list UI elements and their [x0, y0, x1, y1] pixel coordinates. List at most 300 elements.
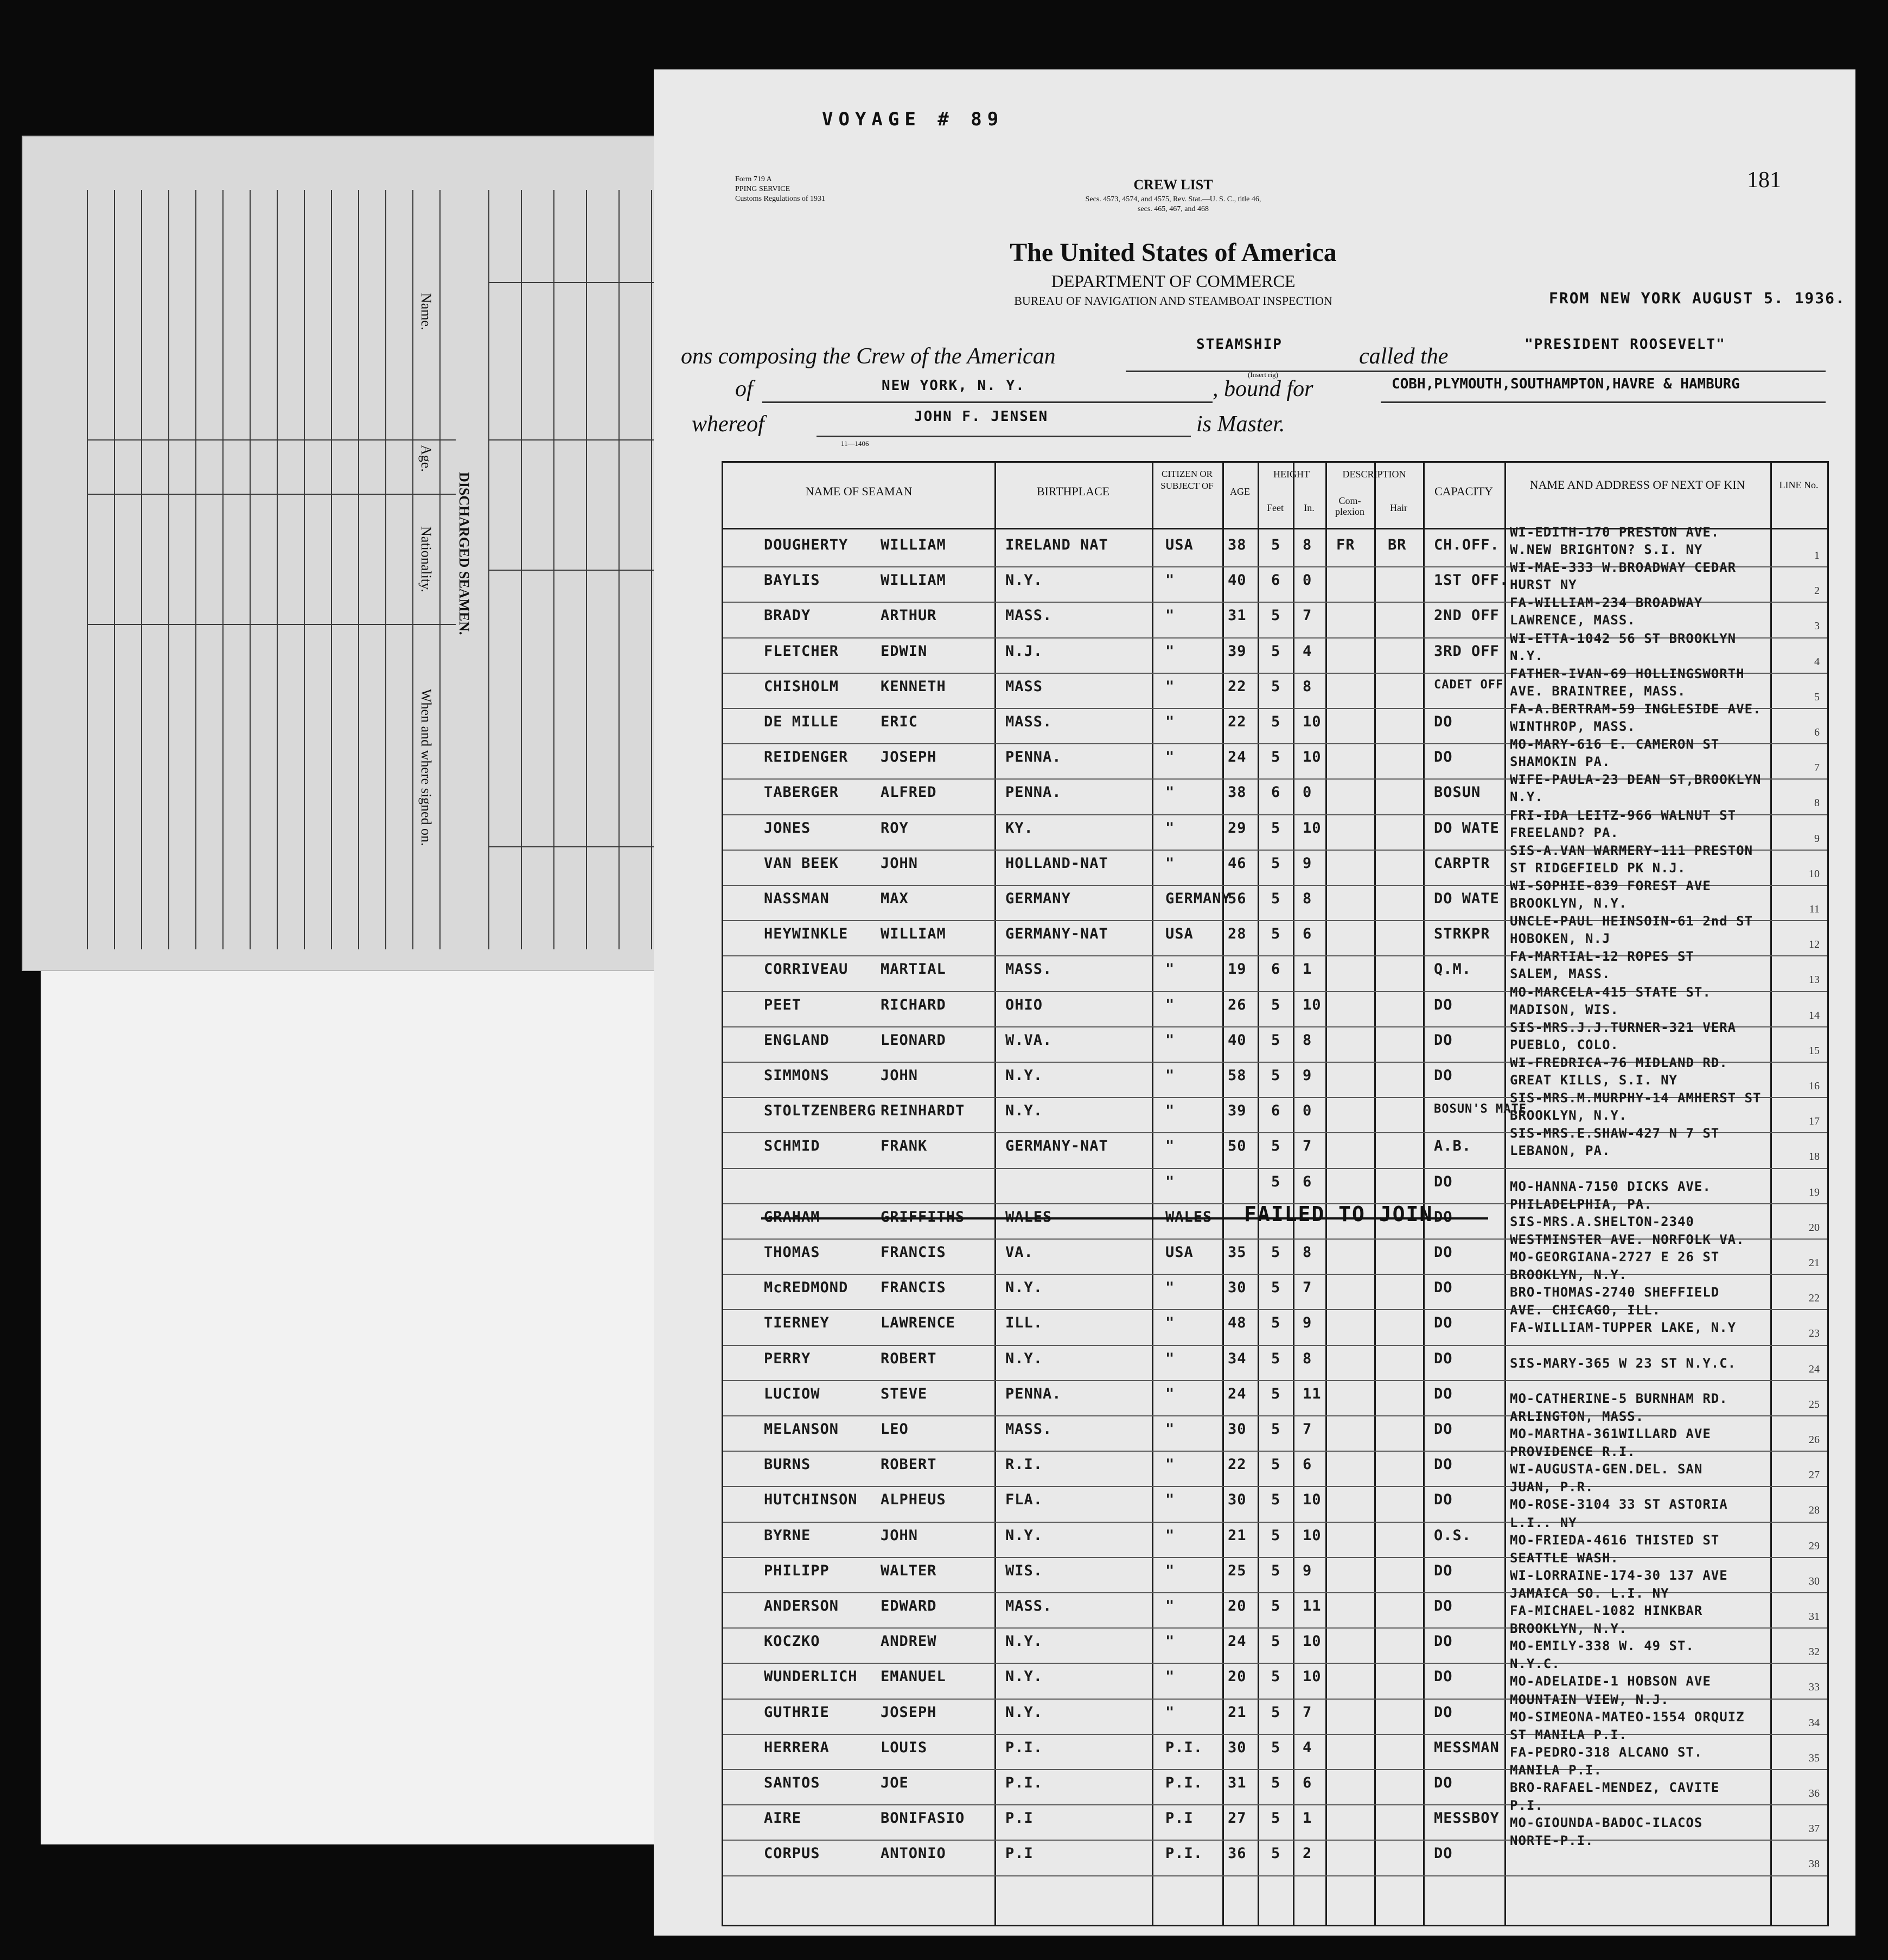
height-inches: 8 — [1303, 537, 1312, 553]
table-row — [723, 1232, 1827, 1276]
form-rule — [412, 190, 413, 949]
seaman-surname: ENGLAND — [764, 1031, 830, 1049]
height-inches: 4 — [1303, 642, 1312, 660]
master-name: JOHN F. JENSEN — [914, 408, 1049, 425]
birthplace: HOLLAND-NAT — [1005, 854, 1108, 872]
col-inches: In. — [1304, 502, 1315, 513]
seaman-surname: FLETCHER — [764, 642, 839, 660]
height-inches: 9 — [1303, 854, 1312, 872]
next-of-kin: WI-AUGUSTA-GEN.DEL. SAN — [1510, 1461, 1703, 1477]
height-inches: 10 — [1303, 1668, 1322, 1686]
capacity: Q.M. — [1434, 961, 1472, 978]
birthplace: P.I — [1005, 1810, 1034, 1827]
table-row — [723, 1126, 1827, 1170]
birthplace: N.Y. — [1005, 1102, 1043, 1120]
whereof-label: whereof — [692, 412, 764, 437]
age: 28 — [1228, 925, 1247, 943]
birthplace: MASS. — [1005, 1598, 1053, 1614]
col-height: HEIGHT — [1273, 469, 1310, 480]
capacity: DO — [1434, 1244, 1453, 1261]
next-of-kin: MO-GEORGIANA-2727 E 26 ST — [1510, 1249, 1720, 1265]
next-of-kin: BRO-THOMAS-2740 SHEFFIELD — [1510, 1285, 1720, 1300]
line-number: 36 — [1809, 1787, 1820, 1799]
height-feet: 5 — [1271, 1279, 1281, 1297]
next-of-kin: HURST NY — [1510, 577, 1577, 593]
row-rule — [723, 1557, 1827, 1558]
label-age: Age. — [418, 445, 434, 472]
next-of-kin: FA-WILLIAM-TUPPER LAKE, N.Y — [1510, 1320, 1737, 1336]
age: 19 — [1228, 961, 1247, 978]
citizenship: " — [1165, 1138, 1175, 1155]
height-inches: 10 — [1303, 1527, 1322, 1544]
next-of-kin: WI-MAE-333 W.BROADWAY CEDAR — [1510, 560, 1737, 576]
table-row — [723, 1621, 1827, 1665]
line-number: 26 — [1809, 1434, 1820, 1446]
height-inches: 1 — [1303, 1810, 1312, 1827]
capacity: DO — [1434, 1633, 1453, 1650]
row-rule — [723, 1451, 1827, 1452]
age: 24 — [1228, 1385, 1247, 1402]
seaman-given-name: KENNETH — [881, 678, 946, 695]
height-feet: 5 — [1271, 642, 1281, 660]
next-of-kin: PROVIDENCE R.I. — [1510, 1444, 1636, 1460]
next-of-kin: MO-ROSE-3104 33 ST ASTORIA — [1510, 1497, 1728, 1512]
next-of-kin: SIS-MRS.J.J.TURNER-321 VERA — [1510, 1019, 1737, 1035]
next-of-kin: SIS-MRS.A.SHELTON-2340 — [1510, 1214, 1694, 1229]
capacity: BOSUN — [1434, 784, 1481, 801]
capacity: DO — [1434, 1031, 1453, 1049]
form-rule — [168, 190, 169, 949]
line-number: 21 — [1809, 1257, 1820, 1269]
table-row — [723, 1691, 1827, 1736]
height-feet: 5 — [1271, 1668, 1281, 1686]
height-inches: 0 — [1303, 572, 1312, 589]
age: 30 — [1228, 1279, 1247, 1297]
capacity: O.S. — [1434, 1527, 1472, 1544]
next-of-kin: L.I.. NY — [1510, 1515, 1577, 1530]
height-feet: 5 — [1271, 1562, 1281, 1579]
capacity: MESSMAN — [1434, 1739, 1500, 1756]
capacity: CARPTR — [1434, 854, 1490, 872]
line-number: 5 — [1814, 691, 1820, 703]
next-of-kin: ST RIDGEFIELD PK N.J. — [1510, 860, 1686, 876]
birthplace: OHIO — [1005, 996, 1043, 1013]
seaman-surname: GUTHRIE — [764, 1703, 830, 1721]
folded-sheet-back — [41, 971, 724, 1844]
height-inches: 8 — [1303, 678, 1312, 695]
col-name-of-seaman: NAME OF SEAMAN — [805, 484, 913, 498]
crew-list-sheet — [654, 69, 1855, 1936]
citizenship: " — [1165, 1314, 1175, 1332]
next-of-kin: BROOKLYN, N.Y. — [1510, 896, 1628, 911]
row-rule — [723, 1840, 1827, 1841]
seaman-surname: DE MILLE — [764, 713, 839, 730]
seaman-surname: WUNDERLICH — [764, 1668, 858, 1686]
seaman-surname: DOUGHERTY — [764, 537, 849, 553]
row-rule — [723, 1345, 1827, 1346]
form-rule — [304, 190, 305, 949]
line-number: 7 — [1814, 762, 1820, 774]
table-row — [723, 1727, 1827, 1771]
height-feet: 5 — [1271, 713, 1281, 730]
citizenship: " — [1165, 1527, 1175, 1544]
height-feet: 5 — [1271, 1244, 1281, 1261]
seaman-given-name: LEONARD — [881, 1031, 946, 1049]
height-inches: 7 — [1303, 1138, 1312, 1155]
form-rule — [331, 190, 332, 949]
row-rule — [723, 1663, 1827, 1664]
line-number: 3 — [1814, 620, 1820, 633]
age: 48 — [1228, 1314, 1247, 1332]
citizenship: USA — [1165, 925, 1194, 943]
citizenship: USA — [1165, 1244, 1194, 1261]
seaman-surname: HEYWINKLE — [764, 925, 849, 943]
birthplace: MASS. — [1005, 961, 1053, 978]
line-number: 30 — [1809, 1575, 1820, 1587]
height-inches: 7 — [1303, 1703, 1312, 1721]
seaman-surname: SIMMONS — [764, 1067, 830, 1084]
destination-line — [1381, 401, 1826, 403]
form-rule — [114, 190, 115, 949]
line-number: 17 — [1809, 1115, 1820, 1128]
age: 26 — [1228, 996, 1247, 1013]
citizenship: " — [1165, 1173, 1175, 1190]
birthplace: N.Y. — [1005, 1668, 1043, 1686]
line-number: 32 — [1809, 1646, 1820, 1658]
next-of-kin: SHAMOKIN PA. — [1510, 754, 1611, 770]
height-inches: 9 — [1303, 1562, 1312, 1579]
birthplace: P.I. — [1005, 1774, 1043, 1791]
height-feet: 5 — [1271, 537, 1281, 553]
next-of-kin: MO-GIOUNDA-BADOC-ILACOS — [1510, 1815, 1703, 1831]
citizenship: " — [1165, 784, 1175, 801]
country-heading: The United States of America — [1010, 238, 1337, 267]
capacity: DO — [1434, 1385, 1453, 1402]
next-of-kin: N.Y.C. — [1510, 1656, 1560, 1672]
citizenship: " — [1165, 1031, 1175, 1049]
next-of-kin: FA-PEDRO-318 ALCANO ST. — [1510, 1744, 1703, 1760]
seaman-given-name: LEO — [881, 1421, 909, 1438]
master-line — [817, 436, 1191, 437]
home-port: NEW YORK, N. Y. — [882, 378, 1025, 394]
birthplace: PENNA. — [1005, 784, 1062, 801]
row-rule — [723, 1486, 1827, 1487]
height-feet: 5 — [1271, 1810, 1281, 1827]
age: 20 — [1228, 1598, 1247, 1614]
height-inches: 10 — [1303, 1633, 1322, 1650]
birthplace: R.I. — [1005, 1456, 1043, 1473]
birthplace: N.Y. — [1005, 1067, 1043, 1084]
height-inches: 10 — [1303, 713, 1322, 730]
seaman-given-name: ALFRED — [881, 784, 937, 801]
seaman-given-name: ANTONIO — [881, 1845, 946, 1862]
seaman-surname: TABERGER — [764, 784, 839, 801]
department-heading: DEPARTMENT OF COMMERCE — [1051, 271, 1296, 291]
seaman-given-name: ERIC — [881, 713, 919, 730]
col-capacity: CAPACITY — [1434, 484, 1493, 498]
table-row — [723, 1763, 1827, 1806]
discharged-seamen-form — [22, 136, 722, 971]
age: 27 — [1228, 1810, 1247, 1827]
age: 31 — [1228, 607, 1247, 624]
seaman-given-name: JOHN — [881, 854, 919, 872]
capacity: DO WATE — [1434, 819, 1500, 837]
seaman-given-name: EDWARD — [881, 1598, 937, 1614]
table-row — [723, 1798, 1827, 1842]
next-of-kin: MADISON, WIS. — [1510, 1001, 1619, 1017]
capacity: DO WATE — [1434, 890, 1500, 907]
seaman-surname: CORRIVEAU — [764, 961, 849, 978]
line-number: 19 — [1809, 1186, 1820, 1198]
row-rule — [723, 1627, 1827, 1629]
form-rule — [87, 624, 456, 625]
line-number: 20 — [1809, 1221, 1820, 1234]
table-row — [723, 1347, 1827, 1382]
next-of-kin: WIFE-PAULA-23 DEAN ST,BROOKLYN — [1510, 772, 1762, 788]
height-inches: 2 — [1303, 1845, 1312, 1862]
col-next-of-kin: NAME AND ADDRESS OF NEXT OF KIN — [1529, 478, 1745, 491]
line-number: 10 — [1809, 867, 1820, 880]
next-of-kin: FA-A.BERTRAM-59 INGLESIDE AVE. — [1510, 701, 1762, 717]
seaman-given-name: JOE — [881, 1774, 909, 1791]
next-of-kin: SIS-MARY-365 W 23 ST N.Y.C. — [1510, 1355, 1737, 1371]
age: 35 — [1228, 1244, 1247, 1261]
seaman-surname: TIERNEY — [764, 1314, 830, 1332]
next-of-kin: BROOKLYN, N.Y. — [1510, 1267, 1628, 1283]
height-feet: 5 — [1271, 1031, 1281, 1049]
seaman-surname: LUCIOW — [764, 1385, 820, 1402]
birthplace: FLA. — [1005, 1491, 1043, 1509]
citizenship: " — [1165, 854, 1175, 872]
statutes-line: secs. 465, 467, and 468 — [1137, 205, 1209, 213]
height-feet: 6 — [1271, 1102, 1281, 1120]
birthplace: N.Y. — [1005, 1350, 1043, 1367]
line-number: 31 — [1809, 1611, 1820, 1623]
line-number: 15 — [1809, 1044, 1820, 1057]
next-of-kin: MANILA P.I. — [1510, 1763, 1602, 1778]
col-citizen: CITIZEN OR SUBJECT OF — [1160, 469, 1214, 491]
capacity: MESSBOY — [1434, 1810, 1500, 1827]
height-feet: 5 — [1271, 1845, 1281, 1862]
line-number: 38 — [1809, 1858, 1820, 1870]
line-number: 25 — [1809, 1398, 1820, 1410]
birthplace: N.Y. — [1005, 572, 1043, 589]
next-of-kin: MO-EMILY-338 W. 49 ST. — [1510, 1638, 1694, 1654]
height-feet: 5 — [1271, 1491, 1281, 1509]
seaman-surname: PEET — [764, 996, 802, 1013]
age: 24 — [1228, 749, 1247, 766]
height-feet: 5 — [1271, 854, 1281, 872]
seaman-given-name: EDWIN — [881, 642, 928, 660]
capacity: DO — [1434, 1774, 1453, 1791]
birthplace: GERMANY-NAT — [1005, 925, 1108, 943]
form-rule — [87, 439, 456, 440]
seaman-surname: STOLTZENBERG — [764, 1102, 877, 1120]
height-inches: 6 — [1303, 1456, 1312, 1473]
vessel-name-line — [1473, 371, 1826, 372]
height-feet: 5 — [1271, 996, 1281, 1013]
bound-for-label: , bound for — [1213, 376, 1313, 401]
age: 34 — [1228, 1350, 1247, 1367]
birthplace: VA. — [1005, 1244, 1034, 1261]
form-rule — [439, 190, 441, 949]
height-feet: 6 — [1271, 572, 1281, 589]
next-of-kin: NORTE-P.I. — [1510, 1833, 1594, 1849]
birthplace: GERMANY-NAT — [1005, 1138, 1108, 1155]
line-number: 9 — [1814, 832, 1820, 845]
form-code: 11—1406 — [841, 439, 869, 448]
table-row — [723, 1303, 1827, 1346]
citizenship: " — [1165, 1668, 1175, 1686]
age: 30 — [1228, 1491, 1247, 1509]
form-rule — [141, 190, 142, 949]
age: 30 — [1228, 1421, 1247, 1438]
form-id: Customs Regulations of 1931 — [735, 195, 826, 203]
height-feet: 5 — [1271, 1598, 1281, 1614]
capacity: 2ND OFF — [1434, 607, 1500, 624]
height-feet: 5 — [1271, 749, 1281, 766]
height-inches: 10 — [1303, 749, 1322, 766]
form-id: PPING SERVICE — [735, 185, 790, 193]
line-number: 16 — [1809, 1080, 1820, 1092]
next-of-kin: MO-CATHERINE-5 BURNHAM RD. — [1510, 1390, 1728, 1406]
next-of-kin: JAMAICA SO. L.I. NY — [1510, 1586, 1669, 1601]
line-number: 18 — [1809, 1151, 1820, 1163]
capacity: DO — [1434, 1845, 1453, 1862]
seaman-surname: SCHMID — [764, 1138, 820, 1155]
line-number: 12 — [1809, 938, 1820, 951]
citizenship: P.I. — [1165, 1774, 1203, 1791]
citizenship: " — [1165, 678, 1175, 695]
birthplace: N.Y. — [1005, 1279, 1043, 1297]
age: 29 — [1228, 819, 1247, 837]
birthplace: N.Y. — [1005, 1703, 1043, 1721]
line-number: 37 — [1809, 1823, 1820, 1835]
birthplace: W.VA. — [1005, 1031, 1053, 1049]
height-feet: 5 — [1271, 1173, 1281, 1190]
next-of-kin: MO-MARCELA-415 STATE ST. — [1510, 984, 1711, 1000]
next-of-kin: WINTHROP, MASS. — [1510, 719, 1636, 734]
next-of-kin: MO-MARY-616 E. CAMERON ST — [1510, 737, 1720, 752]
citizenship: " — [1165, 1491, 1175, 1509]
col-age: AGE — [1230, 486, 1250, 497]
age: 38 — [1228, 784, 1247, 801]
insert-rig-note: (Insert rig) — [1248, 371, 1278, 379]
height-inches: 8 — [1303, 1244, 1312, 1261]
age: 40 — [1228, 572, 1247, 589]
citizenship: GERMANY — [1165, 890, 1231, 907]
height-feet: 5 — [1271, 678, 1281, 695]
table-row — [723, 1409, 1827, 1453]
seaman-given-name: WILLIAM — [881, 572, 946, 589]
height-feet: 5 — [1271, 1421, 1281, 1438]
height-feet: 5 — [1271, 1703, 1281, 1721]
next-of-kin: GREAT KILLS, S.I. NY — [1510, 1072, 1677, 1088]
seaman-given-name: ROY — [881, 819, 909, 837]
seaman-surname: BYRNE — [764, 1527, 811, 1544]
capacity: DO — [1434, 1173, 1453, 1190]
citizenship: " — [1165, 1385, 1175, 1402]
destinations: COBH,PLYMOUTH,SOUTHAMPTON,HAVRE & HAMBURG — [1392, 376, 1740, 392]
height-inches: 6 — [1303, 925, 1312, 943]
height-feet: 5 — [1271, 1527, 1281, 1544]
hair: BR — [1388, 537, 1407, 553]
height-inches: 7 — [1303, 1279, 1312, 1297]
next-of-kin: ARLINGTON, MASS. — [1510, 1409, 1644, 1424]
seaman-surname: BURNS — [764, 1456, 811, 1473]
height-feet: 5 — [1271, 1067, 1281, 1084]
citizenship: " — [1165, 607, 1175, 624]
height-feet: 5 — [1271, 1385, 1281, 1402]
line-number: 6 — [1814, 726, 1820, 738]
row-rule — [723, 1168, 1827, 1169]
birthplace: KY. — [1005, 819, 1034, 837]
section-discharged-seamen: DISCHARGED SEAMEN. — [456, 472, 472, 635]
seaman-surname: NASSMAN — [764, 890, 830, 907]
birthplace: N.Y. — [1005, 1527, 1043, 1544]
next-of-kin: LAWRENCE, MASS. — [1510, 612, 1636, 628]
form-rule — [87, 494, 456, 495]
next-of-kin: FA-MARTIAL-12 ROPES ST — [1510, 949, 1694, 965]
capacity: DO — [1434, 1703, 1453, 1721]
row-rule — [723, 1415, 1827, 1416]
citizenship: P.I. — [1165, 1845, 1203, 1862]
seaman-surname: McREDMOND — [764, 1279, 849, 1297]
citizenship: " — [1165, 1456, 1175, 1473]
capacity: DO — [1434, 1350, 1453, 1367]
next-of-kin: HOBOKEN, N.J — [1510, 931, 1611, 947]
next-of-kin: FA-WILLIAM-234 BROADWAY — [1510, 595, 1703, 611]
age: 24 — [1228, 1633, 1247, 1650]
seaman-given-name: MARTIAL — [881, 961, 946, 978]
height-feet: 5 — [1271, 1138, 1281, 1155]
row-rule — [723, 1875, 1827, 1876]
birthplace: MASS. — [1005, 607, 1053, 624]
citizenship: " — [1165, 819, 1175, 837]
row-rule — [723, 1380, 1827, 1381]
table-row — [723, 1515, 1827, 1559]
next-of-kin: PHILADELPHIA, PA. — [1510, 1196, 1653, 1212]
seaman-surname: THOMAS — [764, 1244, 820, 1261]
capacity: CADET OFF — [1434, 678, 1504, 692]
row-rule — [723, 1804, 1827, 1805]
next-of-kin: N.Y. — [1510, 648, 1543, 663]
age: 58 — [1228, 1067, 1247, 1084]
citizenship: " — [1165, 572, 1175, 589]
line-number: 2 — [1814, 585, 1820, 597]
height-feet: 6 — [1271, 784, 1281, 801]
form-rule — [358, 190, 359, 949]
table-row — [723, 1170, 1827, 1205]
vessel-type-line — [1126, 371, 1478, 372]
home-port-line — [762, 401, 1213, 403]
height-inches: 4 — [1303, 1739, 1312, 1756]
seaman-surname: PERRY — [764, 1350, 811, 1367]
form-id: Form 719 A — [735, 175, 772, 183]
capacity: DO — [1434, 1067, 1453, 1084]
line-number: 35 — [1809, 1752, 1820, 1764]
next-of-kin: FRI-IDA LEITZ-966 WALNUT ST — [1510, 807, 1737, 823]
seaman-surname: MELANSON — [764, 1421, 839, 1438]
height-inches: 9 — [1303, 1067, 1312, 1084]
row-rule — [723, 1274, 1827, 1275]
seaman-given-name: LOUIS — [881, 1739, 928, 1756]
next-of-kin: SEATTLE WASH. — [1510, 1550, 1619, 1566]
height-feet: 5 — [1271, 1633, 1281, 1650]
capacity: DO — [1434, 749, 1453, 766]
next-of-kin: MO-HANNA-7150 DICKS AVE. — [1510, 1178, 1711, 1194]
seaman-given-name: LAWRENCE — [881, 1314, 956, 1332]
